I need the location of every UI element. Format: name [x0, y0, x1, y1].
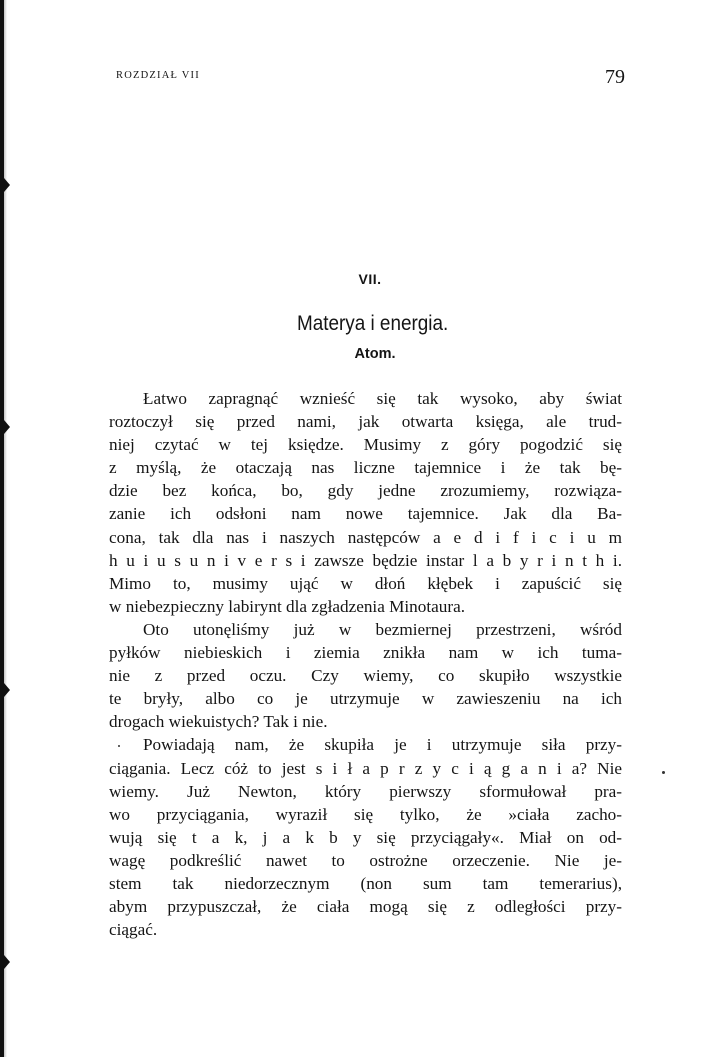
text-line: Mimo to, musimy ująć w dłoń kłębek i zapuścić się	[109, 573, 622, 593]
text-line: abym przypuszczał, że ciała mogą się z odległości przy-	[109, 897, 622, 917]
binding-mark	[4, 420, 10, 434]
text-line: nie z przed oczu. Czy wiemy, co skupiło wszystkie	[109, 666, 622, 686]
text-line: z myślą, że otaczają nas liczne tajemnice i że tak bę-	[109, 458, 622, 478]
text-line: stem tak niedorzecznym (non sum tam temerarius),	[109, 873, 622, 893]
text-line: Oto utonęliśmy już w bezmiernej przestrzeni, wśród	[143, 619, 622, 639]
text-line: dzie bez końca, bo, gdy jedne zrozumiemy, rozwiąza-	[109, 481, 622, 501]
text-line: w niebezpieczny labirynt dla zgładzenia Minotaura.	[109, 596, 466, 616]
text-line: drogach wiekuistych? Tak i nie.	[109, 712, 328, 732]
text-line: wo przyciągania, wyraził się tylko, że »ciała zacho-	[109, 804, 622, 824]
text-line: pyłków niebieskich i ziemia znikła nam w ich tuma-	[109, 643, 622, 663]
binding-shadow	[4, 0, 7, 1057]
text-line: Łatwo zapragnąć wznieść się tak wysoko, aby świat	[143, 389, 622, 408]
binding-mark	[4, 955, 10, 969]
text-line: wują się t a k, j a k b y się przyciągały«. Miał on od-	[109, 827, 622, 847]
running-head: ROZDZIAŁ VII	[116, 70, 200, 81]
text-line: wiemy. Już Newton, który pierwszy sformułował pra-	[109, 781, 622, 801]
text-line: te bryły, albo co je utrzymuje w zawieszeniu na ich	[109, 689, 622, 709]
text-line: roztoczył się przed nami, jak otwarta księga, ale trud-	[109, 412, 622, 432]
text-line: h u i u s u n i v e r s i zawsze będzie instar l a b y r i n t h i.	[109, 550, 622, 570]
chapter-number: VII.	[358, 271, 382, 287]
text-line: zanie ich odsłoni nam nowe tajemnice. Jak dla Ba-	[109, 504, 622, 524]
text-line: cona, tak dla nas i naszych następców a e d i f i c i u m	[109, 527, 622, 547]
text-line: niej czytać w tej księdze. Musimy z góry pogodzić się	[109, 435, 622, 455]
text-line: wagę podkreślić nawet to ostrożne orzeczenie. Nie je-	[109, 850, 622, 870]
text-line: ciągania. Lecz cóż to jest s i ł a p r z y c i ą g a n i a? Nie	[109, 758, 622, 778]
page-number: 79	[605, 66, 625, 88]
binding-mark	[4, 178, 10, 192]
body-text	[109, 387, 622, 941]
section-title: Atom.	[354, 346, 396, 362]
text-line: Powiadają nam, że skupiła je i utrzymuje siła przy-	[143, 735, 622, 755]
binding-mark	[4, 683, 10, 697]
paper-speck	[662, 771, 665, 774]
chapter-title: Materya i energia.	[296, 312, 449, 335]
text-line: ciągać.	[109, 920, 158, 940]
